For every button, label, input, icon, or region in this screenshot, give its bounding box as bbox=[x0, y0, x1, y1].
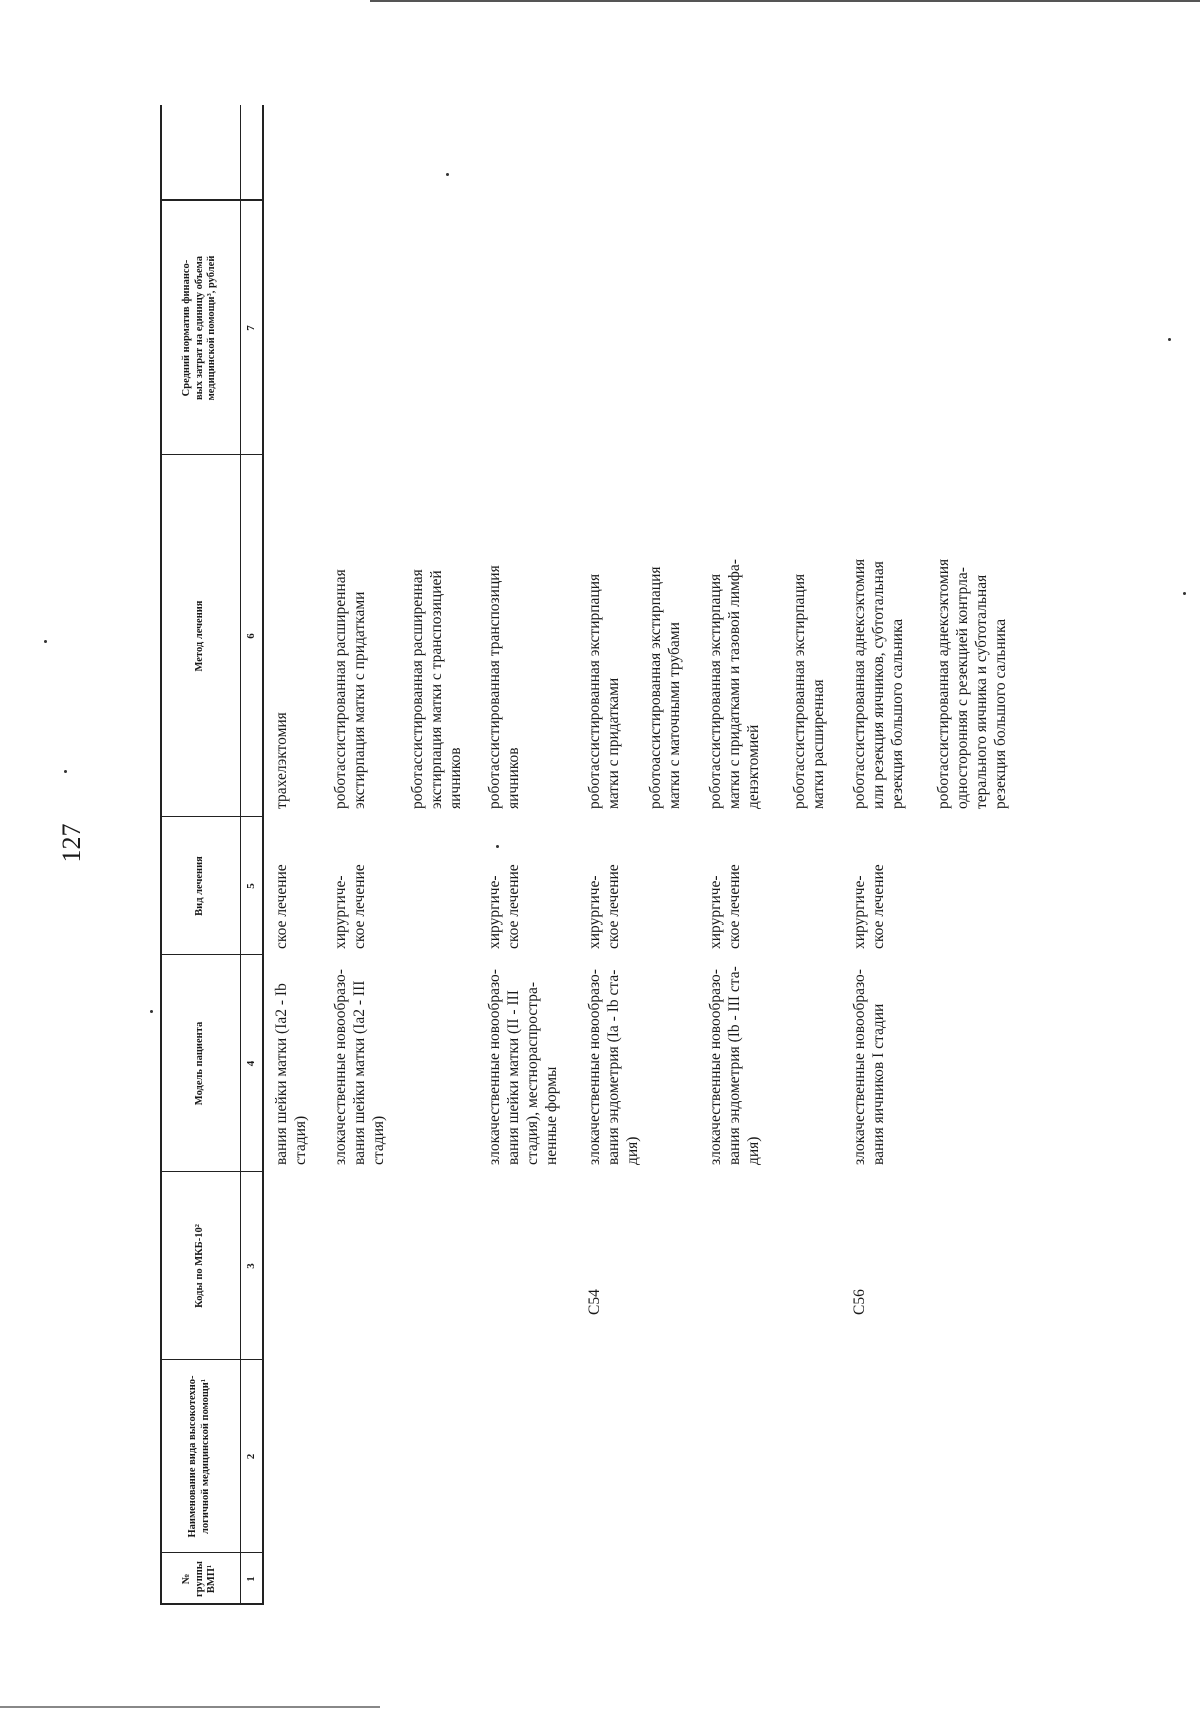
row3-patient-model: злокачественные новообразо- вания шейки матки (II - III стадия), местнораспростра- ненные формы bbox=[486, 969, 560, 1165]
row6-patient-model: злокачественные новообразо- вания яичников I стадии bbox=[851, 969, 887, 1165]
header-treatment-method: Метод лечения bbox=[193, 600, 205, 672]
col-number-7: 7 bbox=[245, 325, 257, 331]
col-number-5: 5 bbox=[245, 883, 257, 889]
header-cost-standard: Средний норматив финансо- вых затрат на единицу объема медицинской помощи³, рублей bbox=[181, 255, 218, 401]
col-number-2: 2 bbox=[245, 1453, 257, 1460]
number-row-bottom-border bbox=[262, 105, 264, 1605]
header-icd-codes: Коды по МКБ-10² bbox=[193, 1224, 205, 1308]
row2-treatment-type: хирургиче- ское лечение bbox=[332, 864, 368, 949]
row4-treatment-method-a: роботассистированная экстирпация матки с придатками bbox=[586, 573, 622, 809]
scan-speck bbox=[44, 640, 47, 643]
row1-patient-model: вания шейки матки (Ia2 - Ib стадия) bbox=[273, 983, 309, 1165]
row6-treatment-method-b: роботассистированная аднексэктомия односторонняя с резекцией контрла- терального яичника и субтотальная резекция большого сальника bbox=[935, 558, 1009, 809]
scan-speck bbox=[1168, 338, 1171, 341]
row5-treatment-method-b: роботассистированная экстирпация матки расширенная bbox=[791, 573, 827, 809]
row1-treatment-type: ское лечение bbox=[273, 864, 290, 949]
col-number-1: 1 bbox=[245, 1576, 257, 1582]
header-care-type: Наименование вида высокотехно- логичной медицинской помощи¹ bbox=[187, 1375, 211, 1538]
header-treatment-type: Вид лечения bbox=[193, 856, 205, 916]
row4-treatment-method-b: роботоассистированная экстирпация матки с маточными трубами bbox=[647, 566, 683, 809]
col-number-6: 6 bbox=[245, 633, 257, 639]
scan-speck bbox=[446, 173, 449, 176]
table-sheet bbox=[160, 105, 1160, 1605]
row4-patient-model: злокачественные новообразо- вания эндометрия (Ia - Ib ста- дия) bbox=[586, 969, 641, 1165]
header-group-number: № группы ВМП¹ bbox=[181, 1560, 218, 1598]
row2-patient-model: злокачественные новообразо- вания шейки матки (Ia2 - III стадия) bbox=[332, 969, 387, 1165]
scan-speck bbox=[496, 845, 499, 848]
scan-speck bbox=[150, 1010, 153, 1013]
row5-treatment-type: хирургиче- ское лечение bbox=[707, 864, 743, 949]
scan-speck bbox=[1183, 592, 1186, 595]
col-number-4: 4 bbox=[245, 1060, 257, 1067]
row6-treatment-type: хирургиче- ское лечение bbox=[851, 864, 887, 949]
row6-treatment-method-a: роботассистированная аднексэктомия или резекция яичников, субтотальная резекция большого сальника bbox=[851, 558, 906, 809]
row3-treatment-method: роботассистированная транспозиция яичников bbox=[486, 565, 522, 809]
row5-treatment-method-a: роботассистированная экстирпация матки с придатками и тазовой лимфа- денэктомией bbox=[707, 559, 762, 809]
row5-patient-model: злокачественные новообразо- вания эндометрия (Ib - III ста- дия) bbox=[707, 966, 762, 1165]
row3-treatment-type: хирургиче- ское лечение bbox=[486, 864, 522, 949]
scan-edge-top bbox=[370, 0, 1200, 2]
col-number-3: 3 bbox=[245, 1263, 257, 1269]
header-patient-model: Модель пациента bbox=[193, 1021, 205, 1106]
scan-edge-bottom bbox=[0, 1706, 380, 1708]
row1-treatment-method: трахелэктомия bbox=[273, 712, 290, 809]
row4-icd-code: C54 bbox=[586, 1289, 603, 1315]
scan-speck bbox=[64, 770, 67, 773]
row2-treatment-method-b: роботассистированная расширенная экстирпация матки с транспозицией яичников bbox=[409, 569, 464, 809]
row4-treatment-type: хирургиче- ское лечение bbox=[586, 864, 622, 949]
row2-treatment-method-a: роботассистированная расширенная экстирпация матки с придатками bbox=[332, 569, 368, 809]
row6-icd-code: C56 bbox=[851, 1289, 868, 1315]
